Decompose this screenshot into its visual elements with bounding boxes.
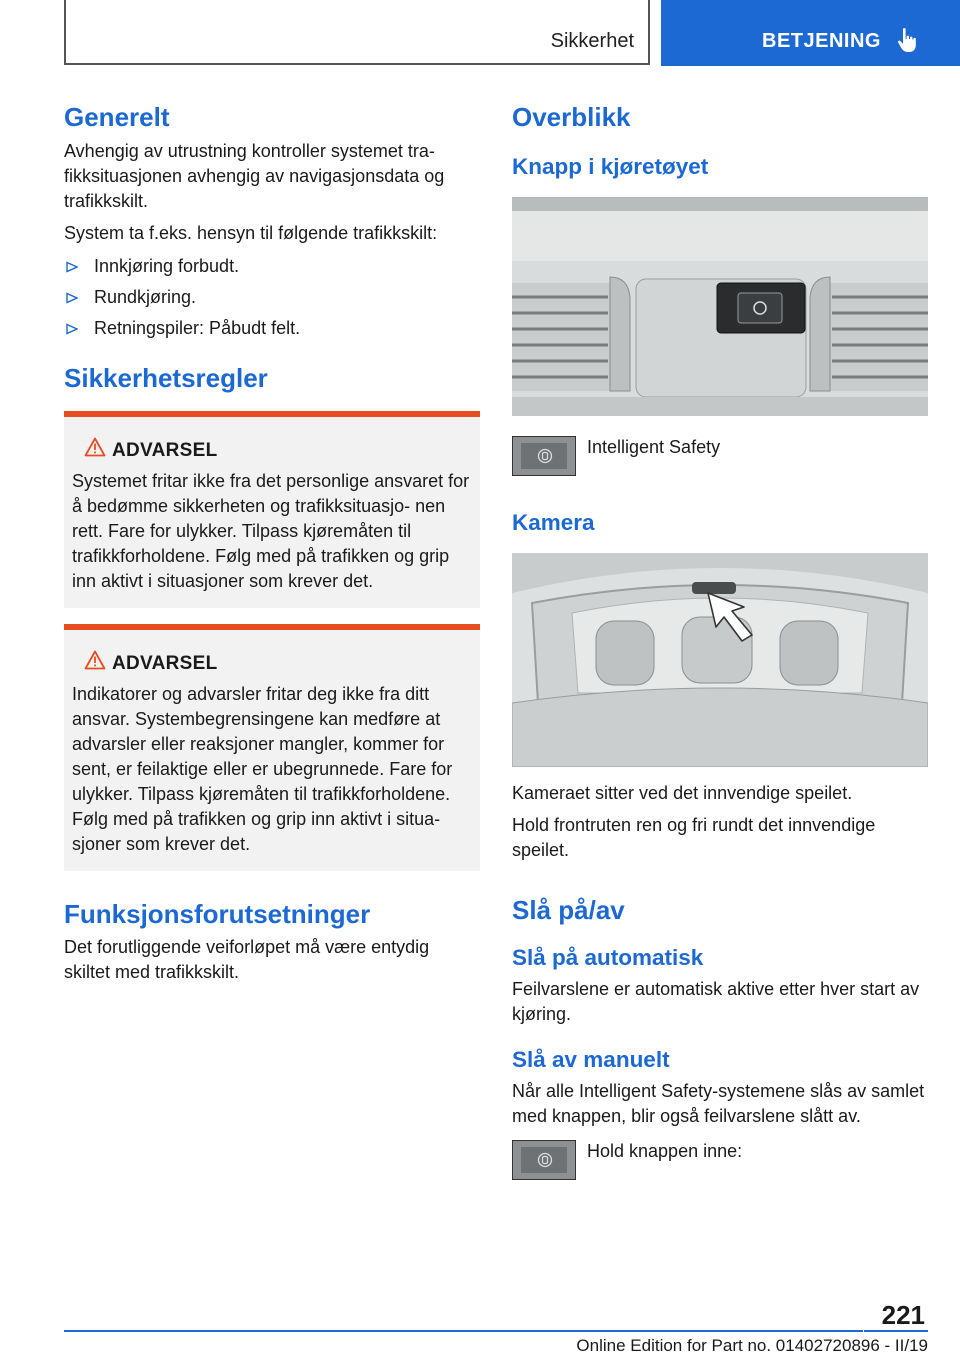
header-section-label: Sikkerhet xyxy=(550,30,634,52)
triangle-bullet-icon xyxy=(66,292,78,304)
auto-paragraph: Feilvarslene er automatisk aktive etter hver start av kjøring. xyxy=(512,979,920,1024)
intelligent-safety-button[interactable] xyxy=(512,436,576,476)
warning-triangle-icon xyxy=(84,650,106,670)
header-section-tab[interactable] xyxy=(64,0,650,65)
kamera-paragraph-1: Kameraet sitter ved det innvendige speilet. xyxy=(512,783,853,803)
funksjon-paragraph: Det forutliggende veiforløpet må være entydig skiltet med trafikkskilt. xyxy=(64,937,430,982)
manuelt-paragraph: Når alle Intelligent Safety-systemene slås av samlet med knappen, blir også feilvarslene slått av. xyxy=(512,1081,925,1126)
header-chapter-tab[interactable] xyxy=(661,0,960,66)
list-item-label: Retningspiler: Påbudt felt. xyxy=(94,318,301,338)
list-item xyxy=(64,285,480,310)
warning-box-2 xyxy=(64,624,480,871)
sikkerhetsregler-heading: Sikkerhetsregler xyxy=(64,363,268,393)
list-item xyxy=(64,316,480,341)
footer-edition: Online Edition for Part no. 01402720896 - II/19 xyxy=(576,1336,928,1355)
warning-text: Systemet fritar ikke fra det personlige ansvaret for å bedømme sikkerheten og trafikksituasjo‐ nen rett. Fare for ulykker. Tilpass kjøremåten til trafikkforholdene. Følg med på trafikken og grip inn aktivt i situasjoner som krever det. xyxy=(72,471,470,591)
hold-button-row xyxy=(512,1140,928,1204)
dashboard-illustration xyxy=(512,197,928,416)
header-chapter-label: BETJENING xyxy=(762,30,881,52)
warning-text: Indikatorer og advarsler fritar deg ikke fra ditt ansvar. Systembegrensingene kan medføre at advarsler eller reaksjoner mangler, kommer for sent, er feilaktige eller er ubegrunnede. Fare for ulykker. Tilpass kjøremåten til trafikkforholdene. Følg med på trafikken og grip inn aktivt i situa‐ sjoner som krever det. xyxy=(72,684,453,854)
hold-button-label: Hold knappen inne: xyxy=(587,1141,743,1161)
dashboard-button-image xyxy=(512,197,928,416)
camera-location-image xyxy=(512,553,928,767)
triangle-bullet-icon xyxy=(66,261,78,273)
kamera-heading: Kamera xyxy=(512,510,595,535)
slaa-paa-automatisk-heading: Slå på automatisk xyxy=(512,945,704,970)
windshield-illustration xyxy=(512,553,928,767)
triangle-bullet-icon xyxy=(66,323,78,335)
kamera-paragraph-2: Hold frontruten ren og fri rundt det innvendige speilet. xyxy=(512,815,876,860)
right-column xyxy=(512,100,928,1204)
intelligent-safety-label: Intelligent Safety xyxy=(587,437,721,457)
warning-label: ADVARSEL xyxy=(112,653,218,674)
warning-box-1 xyxy=(64,411,480,608)
generelt-paragraph-2: System ta f.eks. hensyn til følgende trafikkskilt: xyxy=(64,223,438,243)
warning-label: ADVARSEL xyxy=(112,440,218,461)
warning-header xyxy=(112,437,472,465)
list-item-label: Rundkjøring. xyxy=(94,287,197,307)
warning-triangle-icon xyxy=(84,437,106,457)
list-item-label: Innkjøring forbudt. xyxy=(94,256,240,276)
list-item xyxy=(64,254,480,279)
safety-car-icon xyxy=(537,1152,553,1168)
overblikk-heading: Overblikk xyxy=(512,102,631,132)
hand-pointer-icon xyxy=(897,27,919,53)
generelt-heading: Generelt xyxy=(64,102,170,132)
slaa-paa-av-heading: Slå på/av xyxy=(512,895,625,925)
funksjonsforutsetninger-heading: Funksjonsforutsetninger xyxy=(64,899,371,929)
slaa-av-manuelt-heading: Slå av manuelt xyxy=(512,1047,670,1072)
intelligent-safety-button-hold[interactable] xyxy=(512,1140,576,1180)
page-number: 221 xyxy=(881,1300,925,1330)
safety-car-icon xyxy=(537,448,553,464)
knapp-heading: Knapp i kjøretøyet xyxy=(512,154,709,179)
traffic-sign-list xyxy=(64,254,480,341)
generelt-paragraph-1: Avhengig av utrustning kontroller systemet tra‐ fikksituasjonen avhengig av navigasjonsdata og trafikkskilt. xyxy=(64,141,445,211)
left-column xyxy=(64,100,480,985)
footer-divider xyxy=(64,1330,863,1332)
warning-header xyxy=(112,650,472,678)
intelligent-safety-row xyxy=(512,436,928,500)
footer-divider-right xyxy=(864,1330,928,1332)
